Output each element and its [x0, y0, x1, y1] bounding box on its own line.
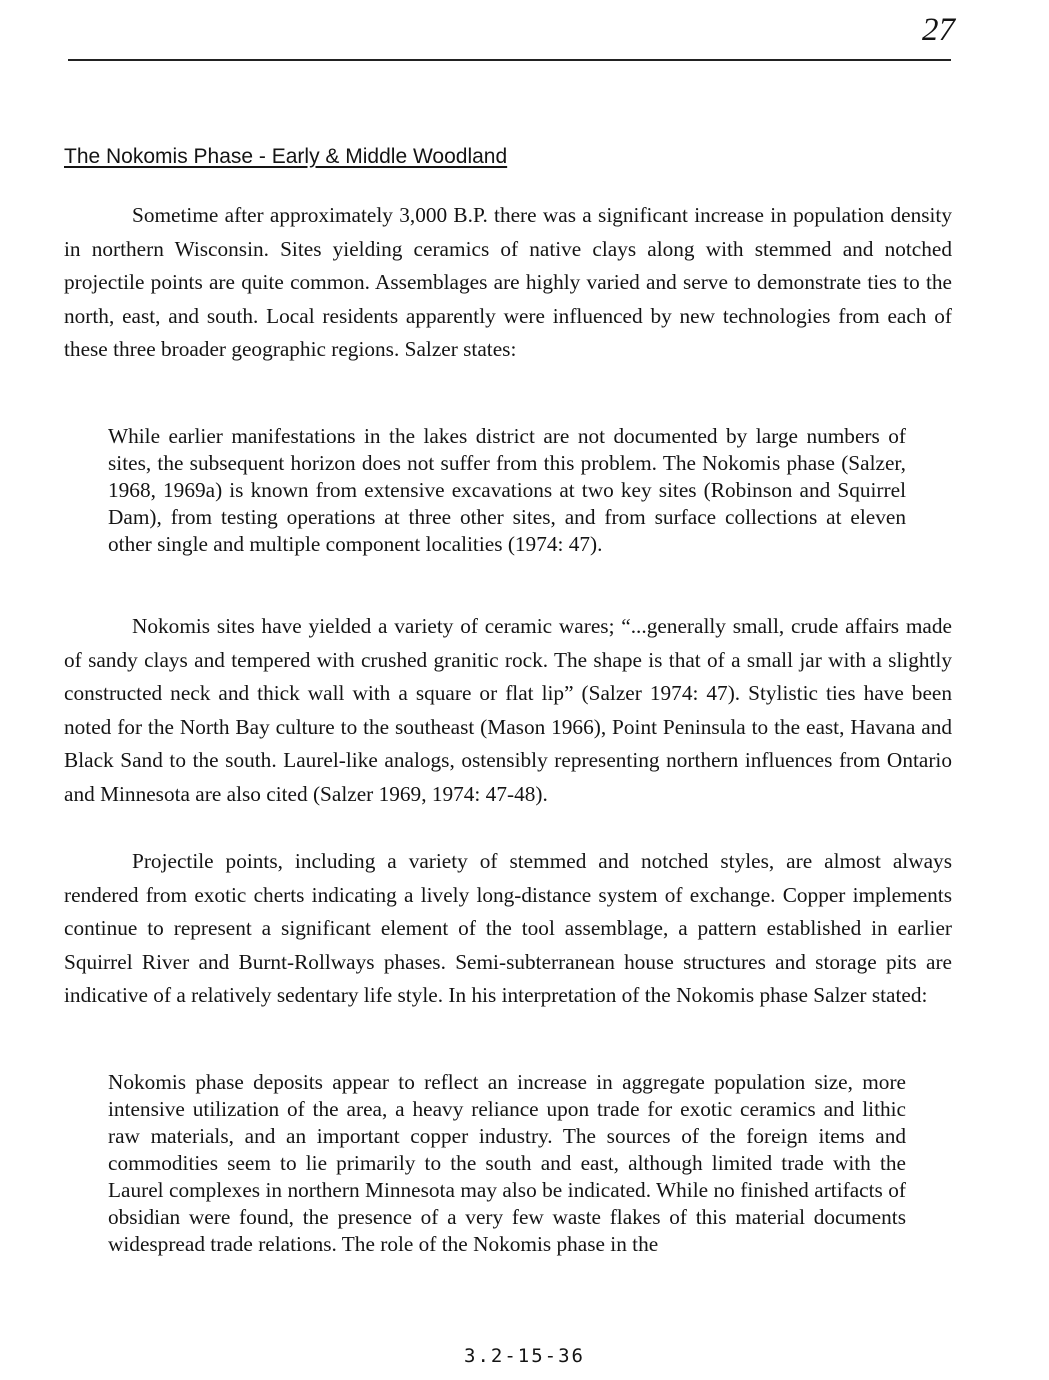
footer-document-code: 3.2-15-36	[464, 1345, 585, 1367]
block-quote-2: Nokomis phase deposits appear to reflect an increase in aggregate population size, more intensive utilization of the area, a heavy reliance upon trade for exotic ceramics and lithic raw materials, and an important copper industry. The sources of the foreign items and commodities seem to lie primarily to the south and east, although limited trade with the Laurel complexes in northern Minnesota may also be indicated. While no finished artifacts of obsidian were found, the presence of a very few waste flakes of this material documents widespread trade relations. The role of the Nokomis phase in the	[108, 1070, 906, 1256]
body-paragraph-3: Projectile points, including a variety of stemmed and notched styles, are almost always rendered from exotic cherts indicating a lively long-distance system of exchange. Copper implements continue to represent a significant element of the tool assemblage, a pattern established in earlier Squirrel River and Burnt-Rollways phases. Semi-subterranean house structures and storage pits are indicative of a relatively sedentary life style. In his interpretation of the Nokomis phase Salzer stated:	[64, 849, 952, 1008]
header-divider	[68, 59, 951, 61]
body-paragraph-2: Nokomis sites have yielded a variety of ceramic wares; “...generally small, crude affairs made of sandy clays and tempered with crushed granitic rock. The shape is that of a small jar with a slightly constructed neck and thick wall with a square or flat lip” (Salzer 1974: 47). Stylistic ties have been noted for the North Bay culture to the southeast (Mason 1966), Point Peninsula to the east, Havana and Black Sand to the south. Laurel-like analogs, ostensibly representing northern influences from Ontario and Minnesota are also cited (Salzer 1969, 1974: 47-48).	[64, 614, 952, 806]
page-number: 27	[922, 12, 955, 48]
section-heading: The Nokomis Phase - Early & Middle Woodland	[64, 145, 508, 168]
block-quote-1: While earlier manifestations in the lakes district are not documented by large numbers of sites, the subsequent horizon does not suffer from this problem. The Nokomis phase (Salzer, 1968, 1969a) is known from extensive excavations at two key sites (Robinson and Squirrel Dam), from testing operations at three other sites, and from surface collections at eleven other single and multiple component localities (1974: 47).	[108, 424, 906, 556]
body-paragraph-1: Sometime after approximately 3,000 B.P. there was a significant increase in population density in northern Wisconsin. Sites yielding ceramics of native clays along with stemmed and notched projectile points are quite common. Assemblages are highly varied and serve to demonstrate ties to the north, east, and south. Local residents apparently were influenced by new technologies from each of these three broader geographic regions. Salzer states:	[64, 203, 952, 362]
